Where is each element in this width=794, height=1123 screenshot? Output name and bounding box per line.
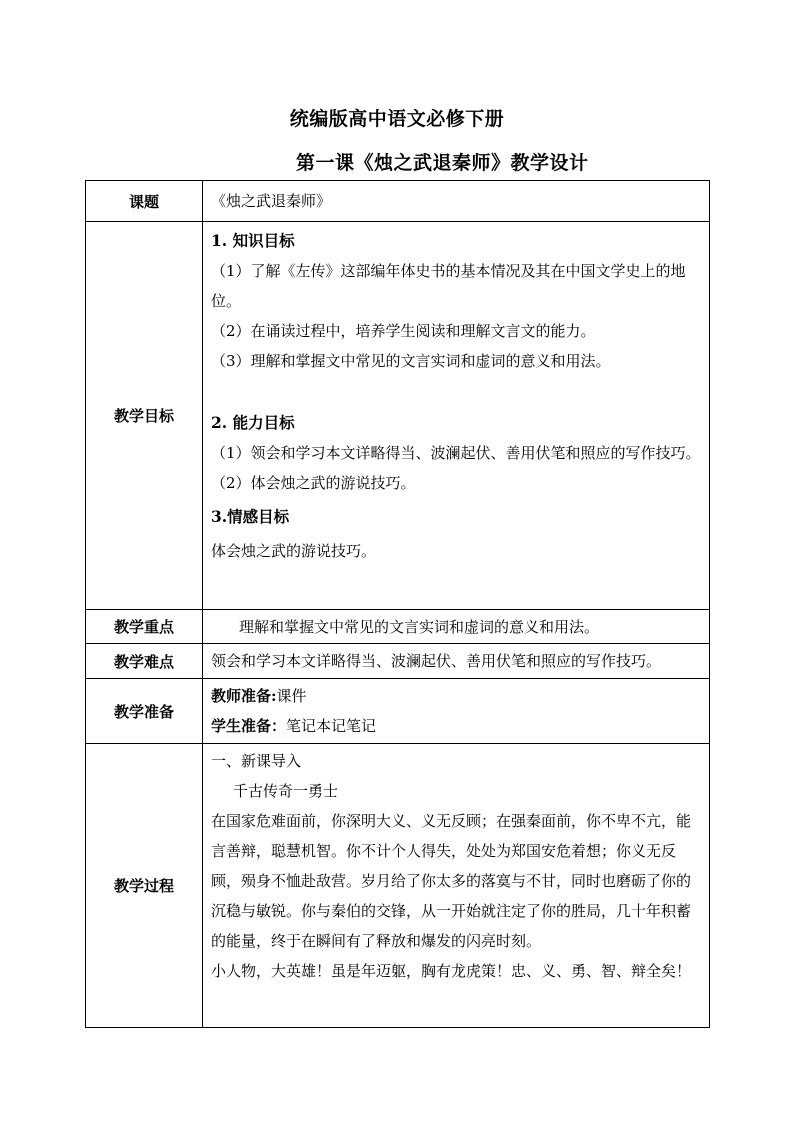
label-difficulties: 教学难点 <box>86 644 203 679</box>
label-preparation: 教学准备 <box>86 679 203 744</box>
knowledge-heading: 1. 知识目标 <box>211 231 295 250</box>
document-title: 统编版高中语文必修下册 <box>289 108 505 130</box>
process-paragraph-2: 小人物，大英雄！虽是年迈躯，胸有龙虎策！忠、义、勇、智、辩全矣！ <box>211 962 692 980</box>
row-preparation <box>86 679 710 744</box>
knowledge-item-2: （2）在诵读过程中，培养学生阅读和理解文言文的能力。 <box>211 322 596 340</box>
spacer <box>211 376 703 406</box>
student-preparation <box>211 711 703 741</box>
label-key-points: 教学重点 <box>86 610 203 644</box>
knowledge-item-1: （1）了解《左传》这部编年体史书的基本情况及其在中国文学史上的地位。 <box>211 262 686 310</box>
value-difficulties <box>203 644 710 679</box>
ability-item-2: （2）体会烛之武的游说技巧。 <box>211 474 416 492</box>
row-difficulties <box>86 644 710 679</box>
label-process: 教学过程 <box>86 744 203 1028</box>
student-preparation-value: 笔记本记笔记 <box>286 717 377 735</box>
process-subtitle: 千古传奇一勇士 <box>233 782 339 800</box>
label-topic: 课题 <box>86 181 203 222</box>
ability-item-1: （1）领会和学习本文详略得当、波澜起伏、善用伏笔和照应的写作技巧。 <box>211 444 701 462</box>
process-paragraph-1: 在国家危难面前，你深明大义、义无反顾；在强秦面前，你不卑不亢，能言善辩，聪慧机智。你不计个人得失，处处为郑国安危着想；你义无反顾，殒身不恤赴敌营。岁月给了你太多的落寞与不甘，同时也磨砺了你的沉稳与敏锐。你与秦伯的交锋，从一开始就注定了你的胜局，几十年积蓄的能量，终于在瞬间有了释放和爆发的闪亮时刻。 <box>211 812 692 950</box>
row-topic <box>86 181 710 222</box>
process-section: 一、新课导入 <box>211 752 302 770</box>
difficulties-text: 领会和学习本文详略得当、波澜起伏、善用伏笔和照应的写作技巧。 <box>211 652 662 670</box>
value-preparation <box>203 679 710 744</box>
teacher-preparation-label: 教师准备: <box>211 687 277 705</box>
key-points-text: 理解和掌握文中常见的文言实词和虚词的意义和用法。 <box>239 617 600 636</box>
row-objectives <box>86 222 710 610</box>
row-process <box>86 744 710 1028</box>
teacher-preparation <box>211 681 703 711</box>
value-key-points <box>203 610 710 644</box>
teacher-preparation-value: 课件 <box>276 687 307 705</box>
student-preparation-label: 学生准备： <box>211 717 287 735</box>
value-topic <box>203 181 710 222</box>
value-objectives <box>203 222 710 610</box>
value-process <box>203 744 710 1028</box>
knowledge-item-3: （3）理解和掌握文中常见的文言实词和虚词的意义和用法。 <box>211 352 611 370</box>
topic-text: 《烛之武退秦师》 <box>211 192 332 210</box>
document-subtitle: 第一课《烛之武退秦师》教学设计 <box>296 152 589 174</box>
label-objectives: 教学目标 <box>86 222 203 610</box>
row-key-points <box>86 610 710 644</box>
emotion-heading: 3.情感目标 <box>211 507 290 526</box>
lesson-plan-table <box>85 180 710 1028</box>
ability-heading: 2. 能力目标 <box>211 413 295 432</box>
emotion-text: 体会烛之武的游说技巧。 <box>211 542 377 560</box>
